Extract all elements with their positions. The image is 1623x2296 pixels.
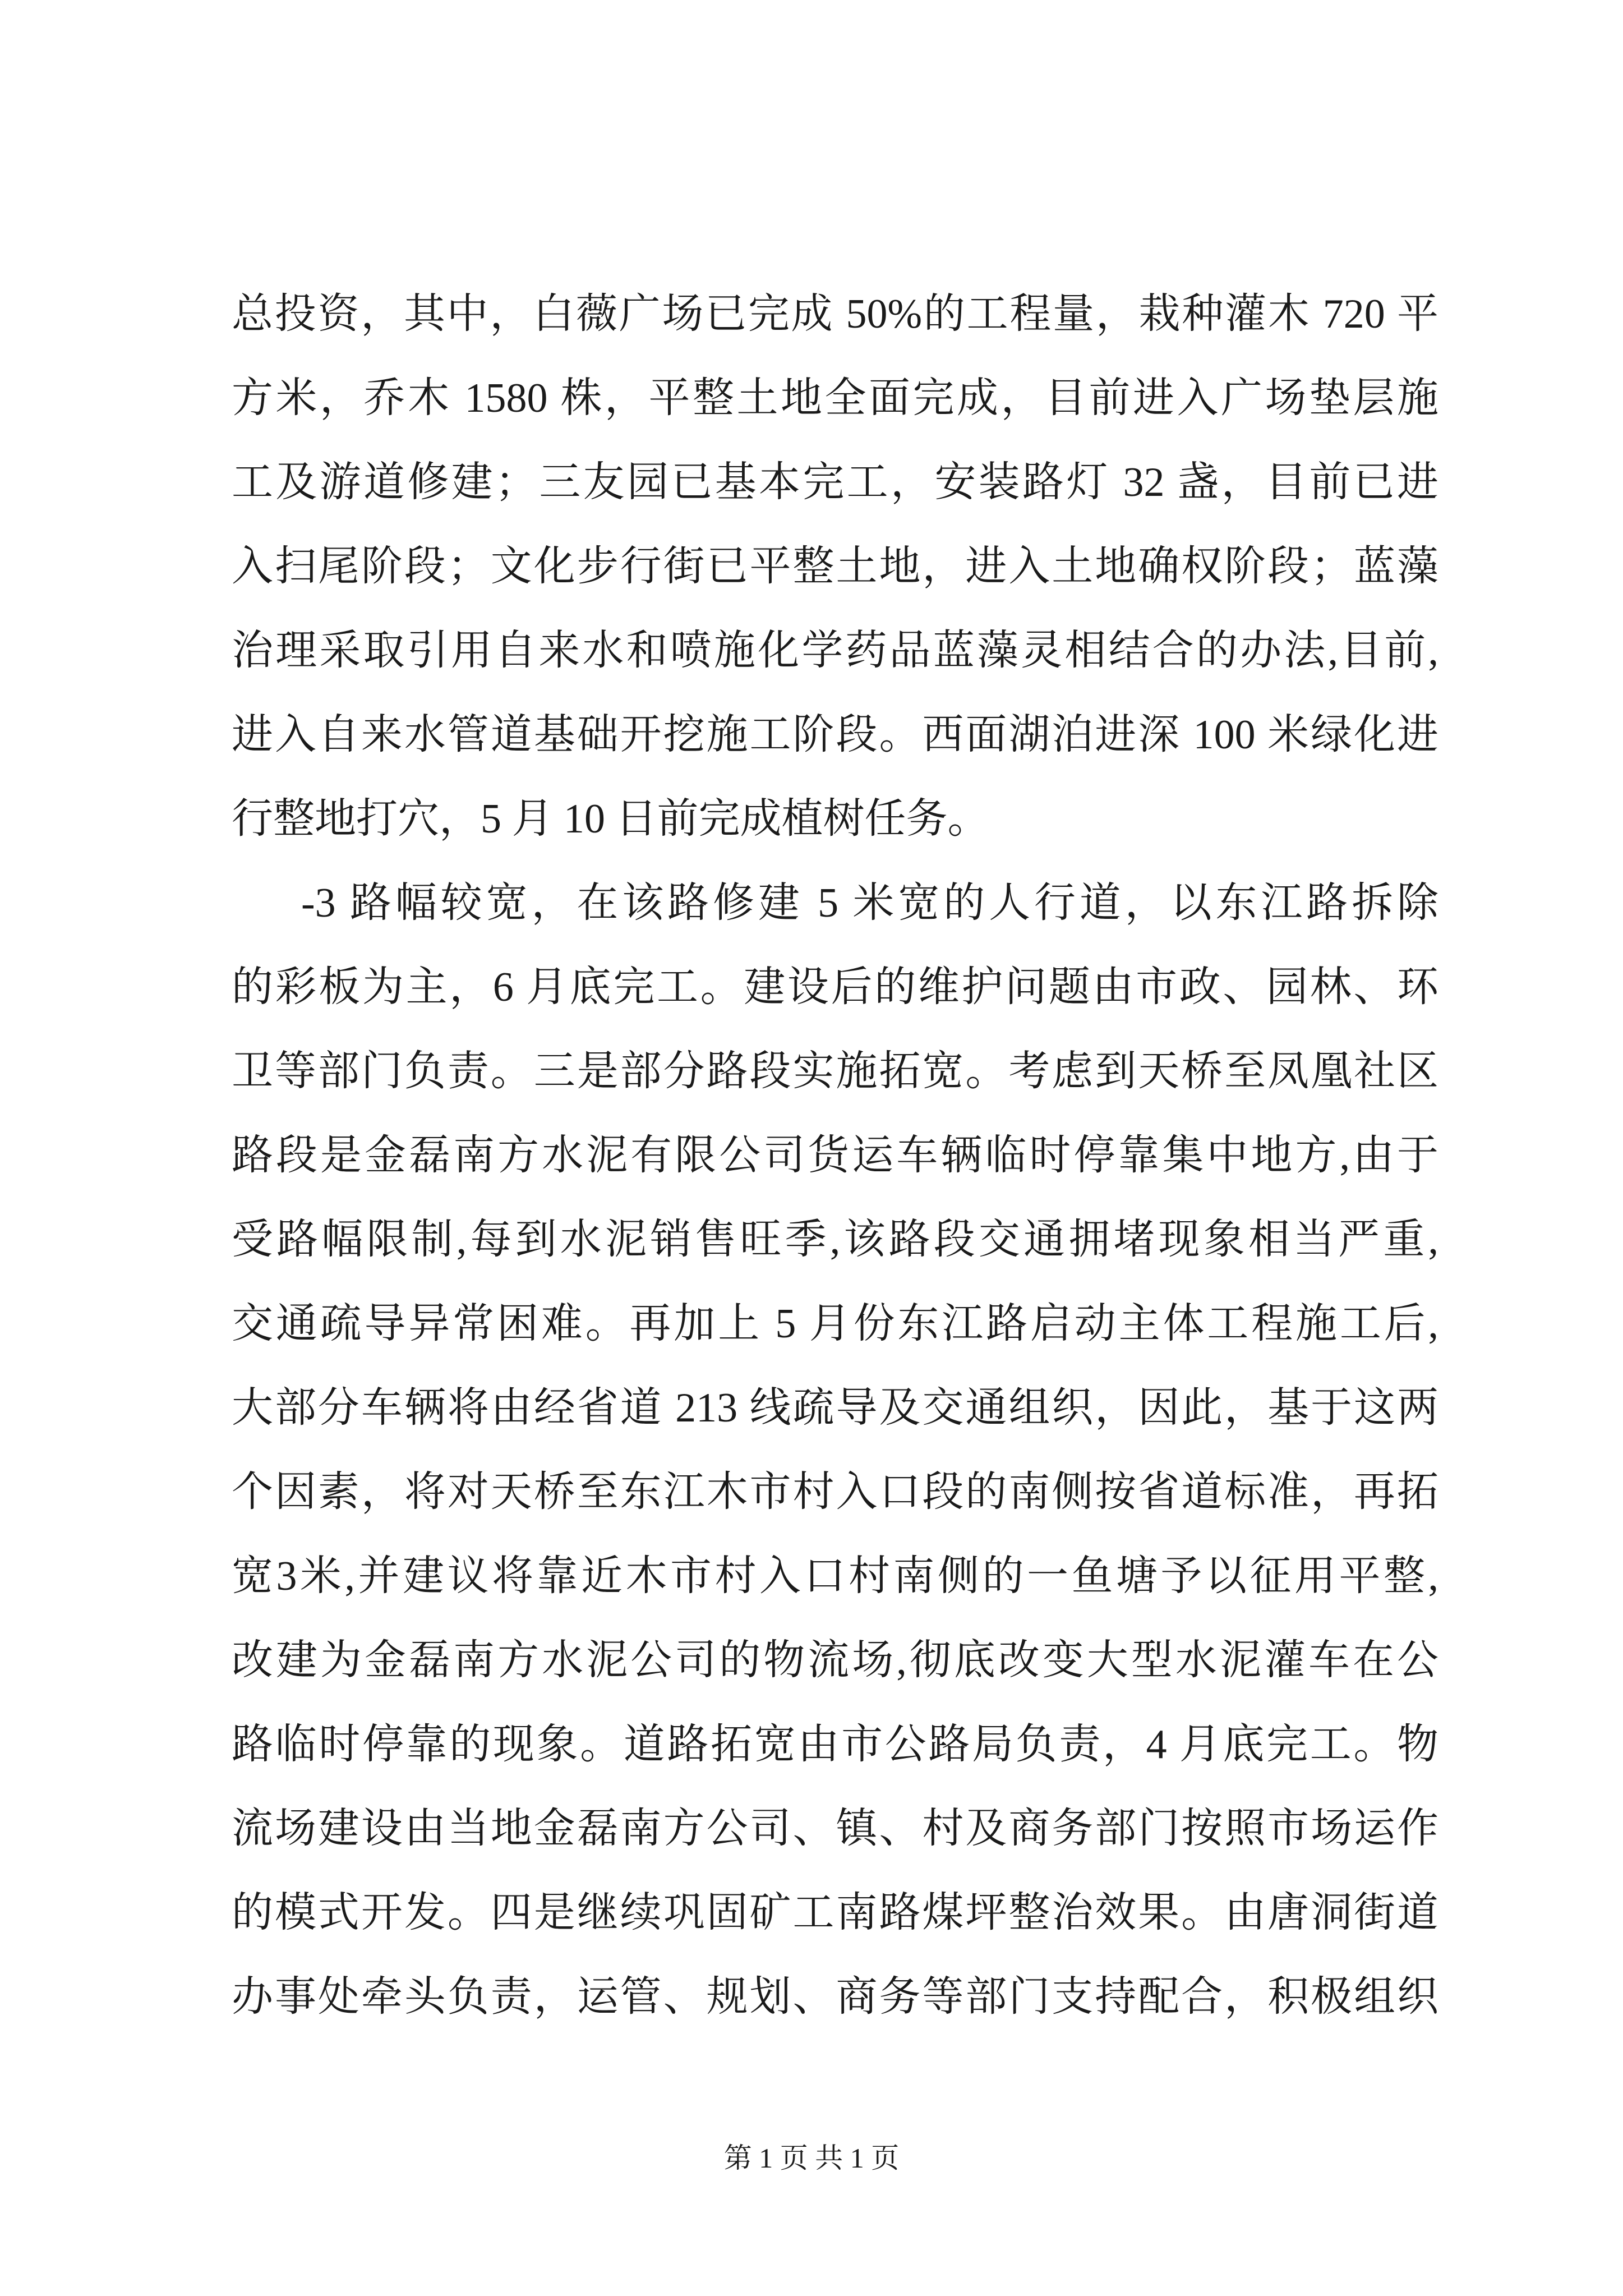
text-line: 受路幅限制,每到水泥销售旺季,该路段交通拥堵现象相当严重, [232, 1217, 1438, 1263]
text-line: 改建为金磊南方水泥公司的物流场,彻底改变大型水泥灌车在公 [232, 1637, 1438, 1683]
text-line: -3 路幅较宽，在该路修建 5 米宽的人行道，以东江路拆除 [301, 880, 1438, 926]
text-line: 大部分车辆将由经省道 213 线疏导及交通组织，因此，基于这两 [232, 1385, 1438, 1431]
text-line: 办事处牵头负责，运管、规划、商务等部门支持配合，积极组织 [232, 1974, 1438, 2020]
text-line: 进入自来水管道基础开挖施工阶段。西面湖泊进深 100 米绿化进 [232, 712, 1438, 758]
text-line: 入扫尾阶段；文化步行街已平整土地，进入土地确权阶段；蓝藻 [232, 544, 1438, 590]
text-line: 工及游道修建；三友园已基本完工，安装路灯 32 盏，目前已进 [232, 459, 1438, 505]
text-line: 的模式开发。四是继续巩固矿工南路煤坪整治效果。由唐洞街道 [232, 1890, 1438, 1936]
text-line: 治理采取引用自来水和喷施化学药品蓝藻灵相结合的办法,目前, [232, 628, 1438, 674]
text-line: 路临时停靠的现象。道路拓宽由市公路局负责，4 月底完工。物 [232, 1722, 1438, 1768]
text-line: 路段是金磊南方水泥有限公司货运车辆临时停靠集中地方,由于 [232, 1133, 1438, 1179]
text-line: 方米，乔木 1580 株，平整土地全面完成，目前进入广场垫层施 [232, 375, 1438, 421]
text-line: 卫等部门负责。三是部分路段实施拓宽。考虑到天桥至凤凰社区 [232, 1048, 1438, 1094]
text-line: 宽3米,并建议将靠近木市村入口村南侧的一鱼塘予以征用平整, [232, 1553, 1438, 1599]
document-body [232, 272, 1438, 2039]
paragraph [232, 272, 1438, 861]
text-line: 流场建设由当地金磊南方公司、镇、村及商务部门按照市场运作 [232, 1806, 1438, 1852]
text-line: 总投资，其中，白薇广场已完成 50%的工程量，栽种灌木 720 平 [232, 291, 1438, 337]
text-line: 个因素，将对天桥至东江木市村入口段的南侧按省道标准，再拓 [232, 1469, 1438, 1515]
paragraph [232, 861, 1438, 2039]
text-line: 行整地打穴，5 月 10 日前完成植树任务。 [232, 796, 989, 842]
text-line: 的彩板为主，6 月底完工。建设后的维护问题由市政、园林、环 [232, 964, 1438, 1010]
page-footer: 第 1 页 共 1 页 [723, 2142, 900, 2174]
text-line: 交通疏导异常困难。再加上 5 月份东江路启动主体工程施工后, [232, 1301, 1438, 1347]
